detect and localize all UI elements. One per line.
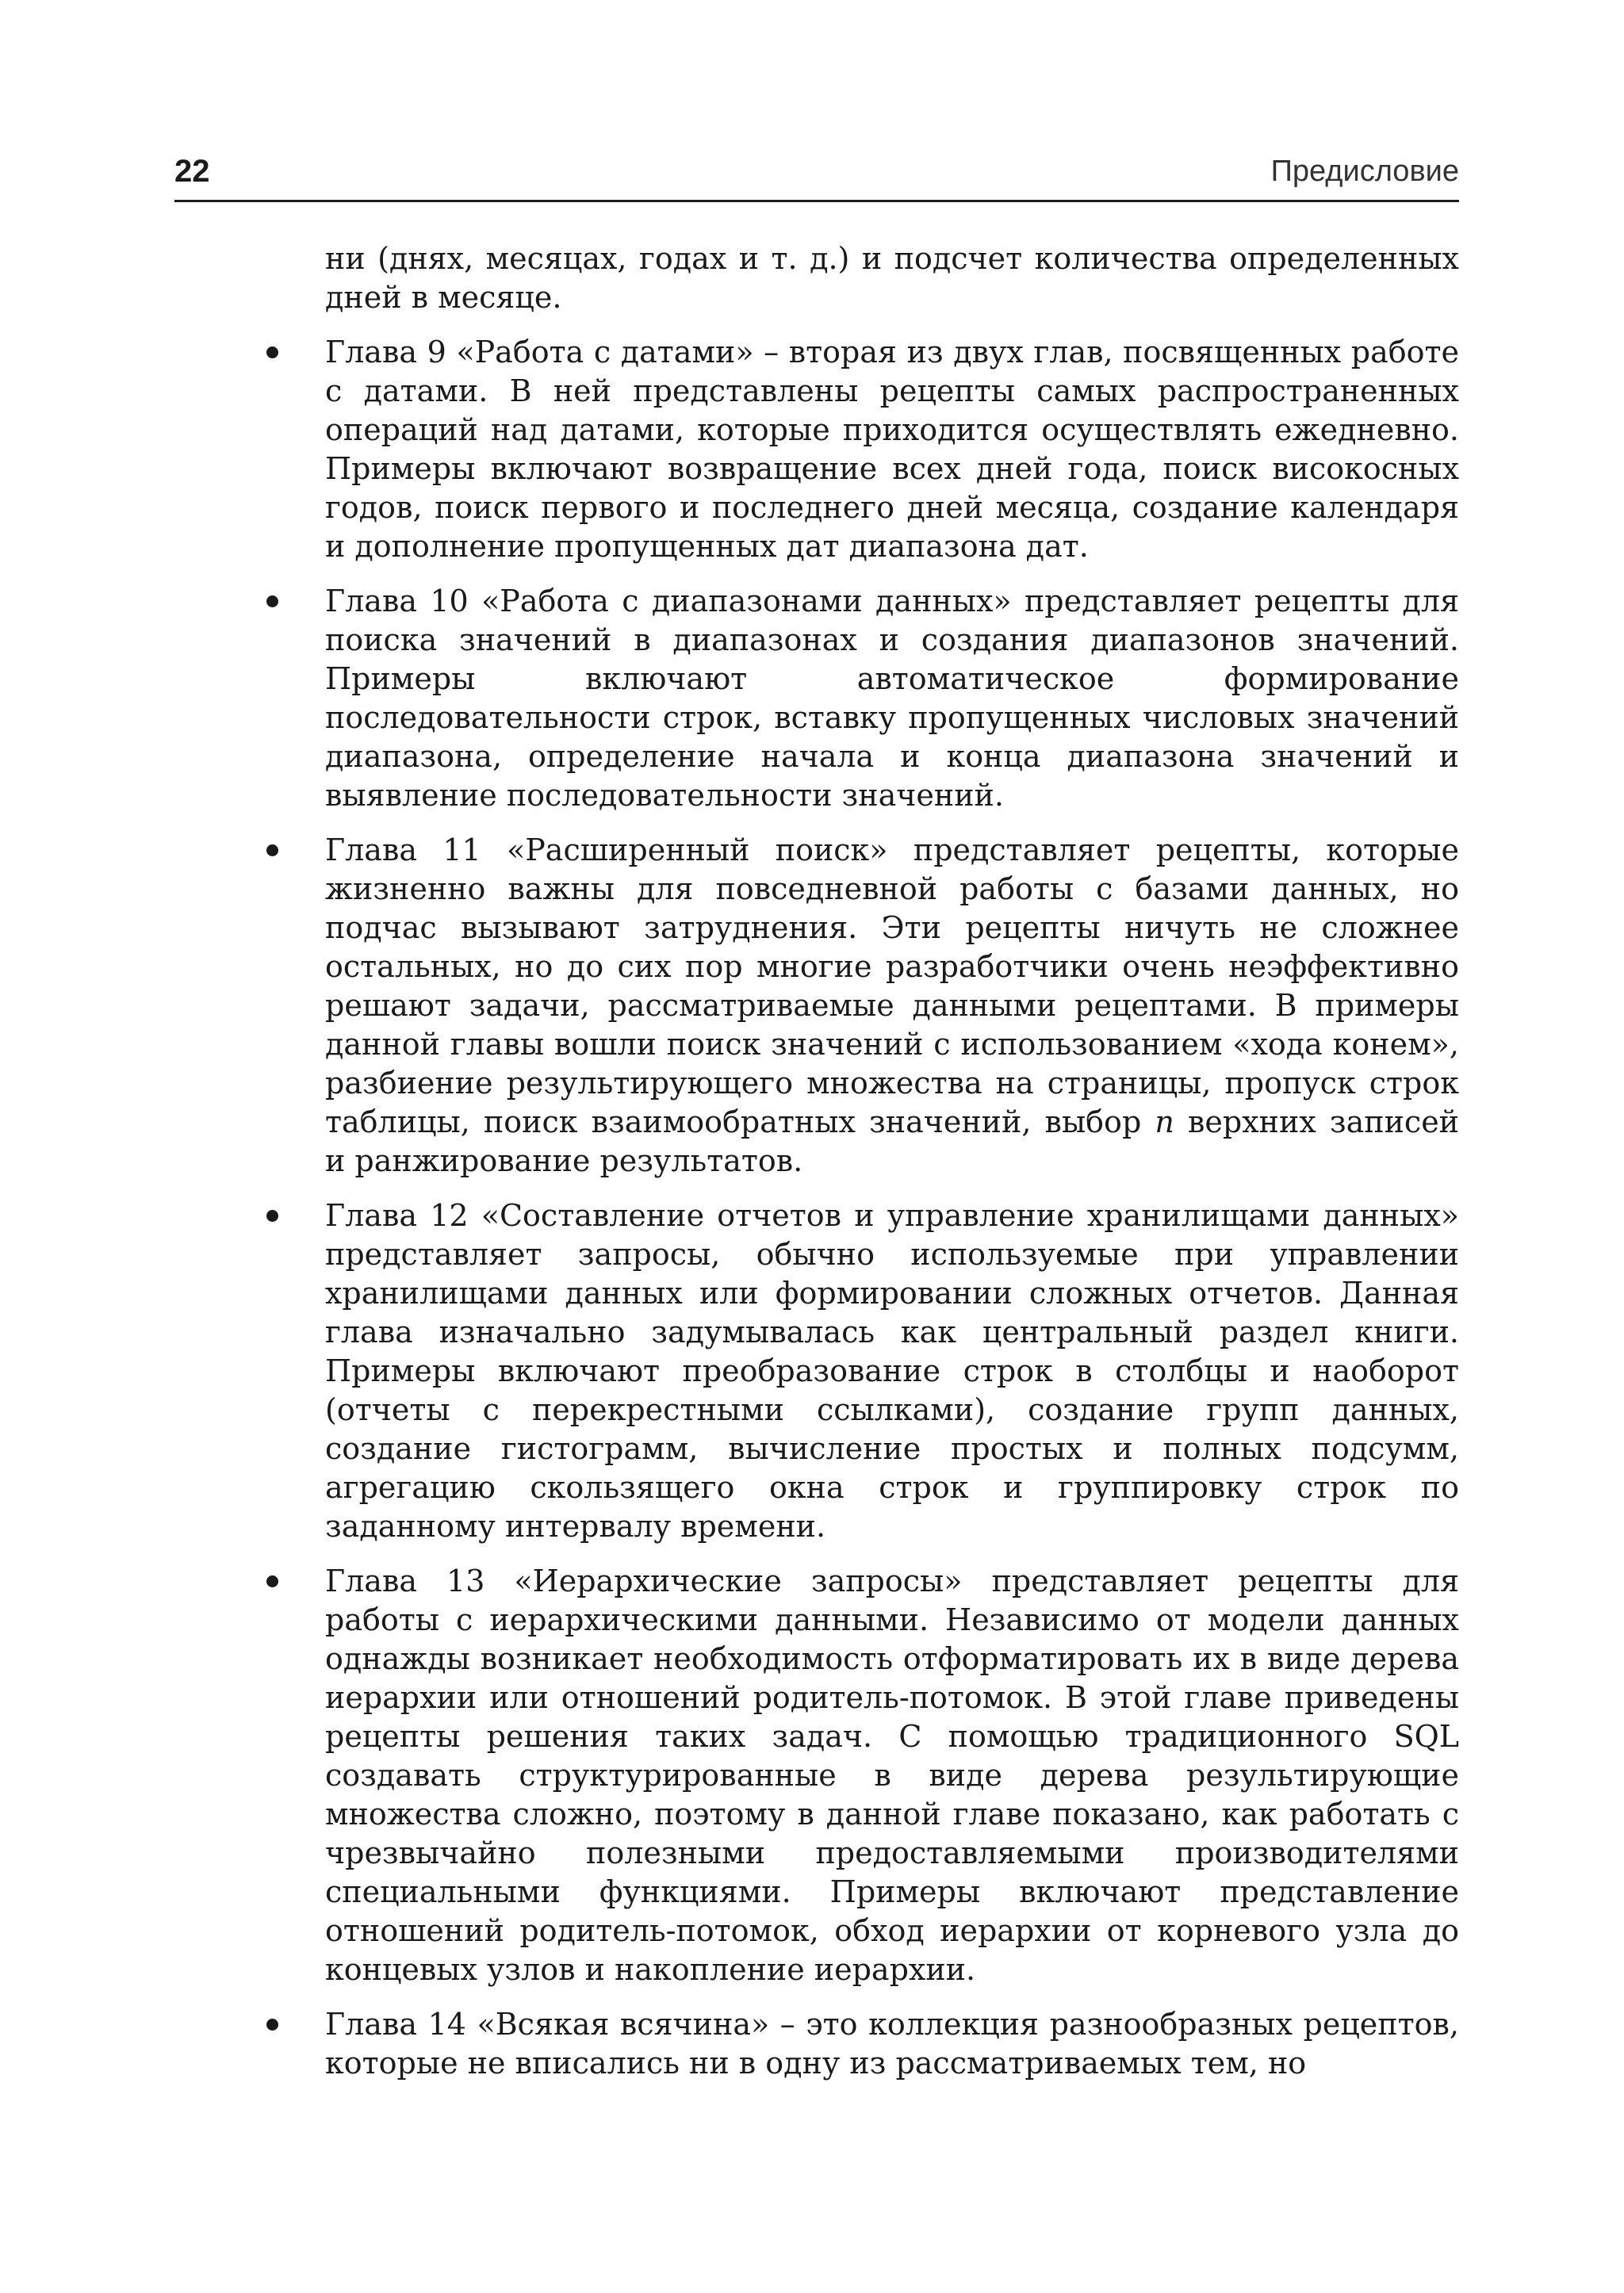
section-title: Предисловие — [1270, 155, 1459, 188]
list-item — [174, 1196, 1459, 1546]
chapter-11-description — [325, 831, 1459, 1181]
continuation-paragraph: ни (днях, месяцах, годах и т. д.) и подсчет количества определенных дней в месяце. — [325, 241, 1459, 315]
chapter-11-text-start: Глава 11 «Расширенный поиск» представляет рецепты, которые жизненно важны для повседневной работы с базами данных, но подчас вызывают затруднения. Эти рецепты ничуть не сложнее остальных, но до сих пор многие разработчики очень неэффективно решают задачи, рассматриваемые данными рецептами. В примеры данной главы вошли поиск значений с использованием «хода конем», разбиение результирующего множества на страницы, пропуск строк таблицы, поиск взаимообратных значений, выбор — [325, 833, 1459, 1139]
page-number: 22 — [174, 154, 210, 189]
list-item — [174, 333, 1459, 566]
list-item — [174, 2005, 1459, 2083]
running-header — [174, 143, 1459, 202]
chapter-14-description: Глава 14 «Всякая всячина» – это коллекция разнообразных рецептов, которые не вписались ни в одну из рассматриваемых тем, но — [325, 2007, 1459, 2081]
chapter-11-italic-n: n — [1155, 1104, 1174, 1139]
bullet-icon — [266, 1210, 278, 1222]
bullet-icon — [266, 2019, 278, 2031]
chapter-13-description: Глава 13 «Иерархические запросы» представляет рецепты для работы с иерархическими данными. Независимо от модели данных однажды возникает необходимость отформатировать их в виде дерева иерархии или отношений родитель-потомок. В этой главе приведены рецепты решения таких задач. С помощью традиционного SQL создавать структурированные в виде дерева результирующие множества сложно, поэтому в данной главе показано, как работать с чрезвычайно полезными предоставляемыми производителями специальными функциями. Примеры включают представление отношений родитель-потомок, обход иерархии от корневого узла до концевых узлов и накопление иерархии. — [325, 1564, 1459, 1987]
chapter-10-description: Глава 10 «Работа с диапазонами данных» представляет рецепты для поиска значений в диапазонах и создания диапазонов значений. Примеры включают автоматическое формирование последовательности строк, вставку пропущенных числовых значений диапазона, определение начала и конца диапазона значений и выявление последовательности значений. — [325, 584, 1459, 813]
body-text — [174, 239, 1459, 2099]
list-item — [174, 1562, 1459, 1989]
chapter-11-text-end: верхних записей и ранжирование результатов. — [325, 1104, 1460, 1178]
chapter-list — [174, 333, 1459, 2083]
bullet-icon — [266, 346, 278, 358]
chapter-9-description: Глава 9 «Работа с датами» – вторая из двух глав, посвященных работе с датами. В ней представлены рецепты самых распространенных операций над датами, которые приходится осуществлять ежедневно. Примеры включают возвращение всех дней года, поиск високосных годов, поиск первого и последнего дней месяца, создание календаря и дополнение пропущенных дат диапазона дат. — [325, 335, 1459, 564]
bullet-icon — [266, 1575, 278, 1587]
list-item — [174, 831, 1459, 1181]
chapter-12-description: Глава 12 «Составление отчетов и управление хранилищами данных» представляет запросы, обычно используемые при управлении хранилищами данных или формировании сложных отчетов. Данная глава изначально задумывалась как центральный раздел книги. Примеры включают преобразование строк в столбцы и наоборот (отчеты с перекрестными ссылками), создание групп данных, создание гистограмм, вычисление простых и полных подсумм, агрегацию скользящего окна строк и группировку строк по заданному интервалу времени. — [325, 1198, 1459, 1544]
bullet-icon — [266, 595, 278, 607]
list-item — [174, 582, 1459, 815]
bullet-icon — [266, 844, 278, 856]
